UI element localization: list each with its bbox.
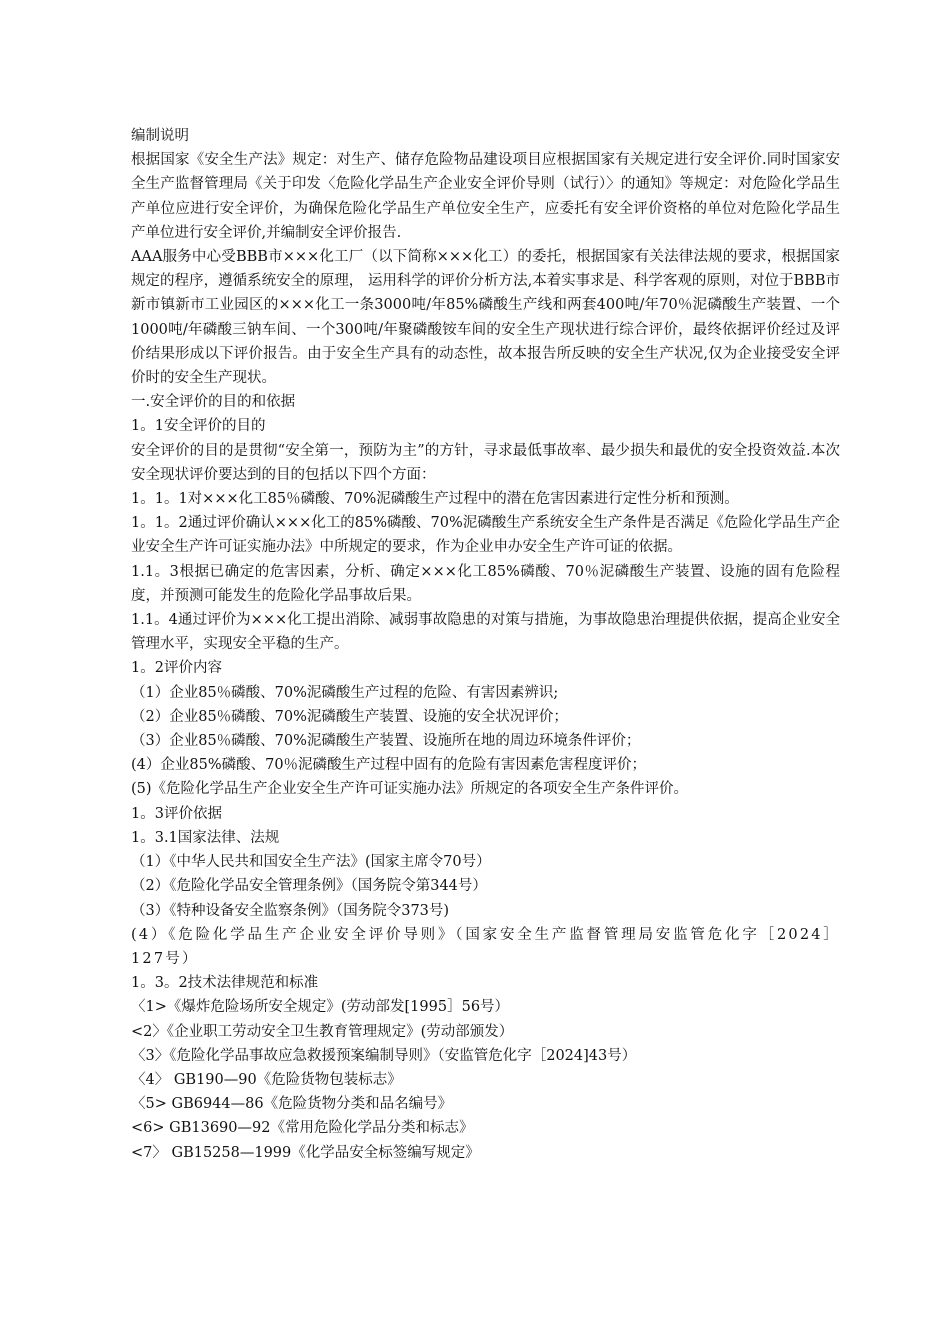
section-1-3-1-heading: 1。3.1国家法律、法规 <box>131 829 280 846</box>
section-1-2-heading: 1。2评价内容 <box>131 660 222 677</box>
content-item-5: (5)《危险化学品生产企业安全生产许可证实施办法》所规定的各项安全生产条件评价。 <box>131 781 689 798</box>
standard-item-6: <6> GB13690—92《常用危险化学品分类和标志》 <box>131 1120 474 1137</box>
standard-item-2: <2〉《企业职工劳动安全卫生教育管理规定》(劳动部颁发） <box>131 1023 514 1040</box>
law-item-3: （3）《特种设备安全监察条例》（国务院令373号) <box>131 902 450 919</box>
content-item-4: (4）企业85%磷酸、70％泥磷酸生产过程中固有的危险有害因素危害程度评价； <box>131 757 647 774</box>
section-1-heading: 一.安全评价的目的和依据 <box>131 394 296 411</box>
law-item-2: （2）《危险化学品安全管理条例》（国务院令第344号） <box>131 878 487 895</box>
section-1-1-body: 安全评价的目的是贯彻“安全第一，预防为主”的方针，寻求最低事故率、最少损失和最优的安全投资效益.本次安全现状评价要达到的目的包括以下四个方面： <box>131 442 840 483</box>
section-1-1-4: 1.1。4通过评价为×××化工提出消除、减弱事故隐患的对策与措施，为事故隐患治理提供依据，提高企业安全管理水平，实现安全平稳的生产。 <box>131 612 840 653</box>
section-1-3-heading: 1。3评价依据 <box>131 805 222 822</box>
content-item-3: （3）企业85％磷酸、70%泥磷酸生产装置、设施所在地的周边环境条件评价； <box>131 733 641 750</box>
section-1-1-heading: 1。1安全评价的目的 <box>131 418 266 435</box>
content-item-2: （2）企业85％磷酸、70%泥磷酸生产装置、设施的安全状况评价； <box>131 708 568 725</box>
law-item-4: (4）《危险化学品生产企业安全评价导则》（国家安全生产监督管理局安监管危化字［2024］127号） <box>131 926 840 967</box>
content-item-1: （1）企业85％磷酸、70%泥磷酸生产过程的危险、有害因素辨识; <box>131 684 559 701</box>
section-1-3-2-heading: 1。3。2技术法律规范和标准 <box>131 975 319 992</box>
law-item-1: （1）《中华人民共和国安全生产法》(国家主席令70号） <box>131 854 491 871</box>
intro-paragraph-1: 根据国家《安全生产法》规定：对生产、储存危险物品建设项目应根据国家有关规定进行安全评价.同时国家安全生产监督管理局《关于印发〈危险化学品生产企业安全评价导则（试行）〉的通知》等规定：对危险化学品生产单位应进行安全评价，为确保危险化学品生产单位安全生产，应委托有安全评价资格的单位对危险化学品生产单位进行安全评价,并编制安全评价报告. <box>131 152 840 241</box>
section-1-1-2: 1。1。2通过评价确认×××化工的85%磷酸、70%泥磷酸生产系统安全生产条件是否满足《危险化学品生产企业安全生产许可证实施办法》中所规定的要求，作为企业申办安全生产许可证的依据。 <box>131 515 840 556</box>
standard-item-1: 〈1>《爆炸危险场所安全规定》(劳动部发[1995］56号） <box>131 999 510 1016</box>
standard-item-4: 〈4〉 GB190—90《危险货物包装标志》 <box>131 1071 402 1088</box>
standard-item-7: <7〉 GB15258—1999《化学品安全标签编写规定》 <box>131 1144 480 1161</box>
intro-paragraph-2: AAA服务中心受BBB市×××化工厂（以下简称×××化工）的委托，根据国家有关法律法规的要求，根据国家规定的程序，遵循系统安全的原理， 运用科学的评价分析方法,本着实事求是、科学客观的原则，对位于BBB市新市镇新市工业园区的×××化工一条3000吨/年85%磷酸生产线和两套400吨/年70％泥磷酸生产装置、一个1000吨/年磷酸三钠车间、一个300吨/年聚磷酸铵车间的安全生产现状进行综合评价，最终依据评价经过及评价结果形成以下评价报告。由于安全生产具有的动态性，故本报告所反映的安全生产状况,仅为企业接受安全评价时的安全生产现状。 <box>131 249 840 387</box>
doc-title: 编制说明 <box>131 128 189 144</box>
standard-item-3: 〈3〉《危险化学品事故应急救援预案编制导则》（安监管危化字［2024]43号） <box>131 1047 637 1064</box>
standard-item-5: 〈5> GB6944—86《危险货物分类和品名编号》 <box>131 1096 453 1113</box>
document-page <box>131 124 840 1165</box>
section-1-1-1: 1。1。1对×××化工85％磷酸、70%泥磷酸生产过程中的潜在危害因素进行定性分析和预测。 <box>131 491 739 508</box>
section-1-1-3: 1.1。3根据已确定的危害因素，分析、确定×××化工85%磷酸、70％泥磷酸生产装置、设施的固有危险程度，并预测可能发生的危险化学品事故后果。 <box>131 563 840 604</box>
